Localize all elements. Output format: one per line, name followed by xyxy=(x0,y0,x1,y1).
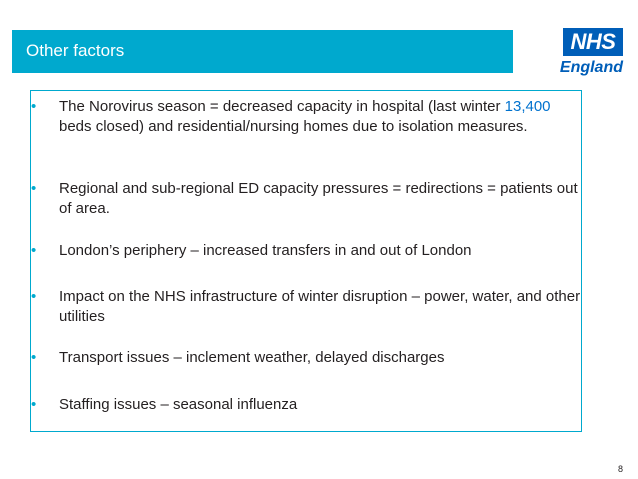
nhs-england-logo xyxy=(549,28,623,80)
content-box xyxy=(30,90,582,432)
title-bar xyxy=(12,30,513,73)
bullet-marker: • xyxy=(31,98,37,115)
bullet-marker: • xyxy=(31,396,37,413)
bullet-item-staffing xyxy=(31,395,583,415)
bullet-marker: • xyxy=(31,288,37,305)
slide-title: Other factors xyxy=(26,41,125,60)
beds-closed-count: 13,400 xyxy=(504,98,551,115)
bullet-marker: • xyxy=(31,180,37,197)
bullet-text: Impact on the NHS infrastructure of winter disruption – power, water, and other utilities xyxy=(59,288,581,325)
bullet-text: Transport issues – inclement weather, delayed discharges xyxy=(59,349,445,366)
bullet-text xyxy=(59,97,583,137)
bullet-text: Staffing issues – seasonal influenza xyxy=(59,396,298,413)
bullet-item-infrastructure xyxy=(31,287,583,327)
bullet-marker: • xyxy=(31,242,37,259)
bullet-item-norovirus xyxy=(31,97,583,157)
bullet-item-transport xyxy=(31,348,583,368)
bullet-text-pre: The Norovirus season = decreased capacity in hospital (last winter xyxy=(59,98,505,115)
nhs-logo-subtitle: England xyxy=(559,59,623,76)
page-number: 8 xyxy=(618,464,624,474)
bullet-item-london-periphery xyxy=(31,241,583,261)
bullet-text: Regional and sub-regional ED capacity pressures = redirections = patients out of area. xyxy=(59,180,578,217)
bullet-text-post: beds closed) and residential/nursing homes due to isolation measures. xyxy=(59,118,528,135)
bullet-text: London’s periphery – increased transfers in and out of London xyxy=(59,242,472,259)
bullet-marker: • xyxy=(31,349,37,366)
nhs-logo-badge: NHS xyxy=(563,28,623,56)
bullet-item-ed-capacity xyxy=(31,179,583,219)
